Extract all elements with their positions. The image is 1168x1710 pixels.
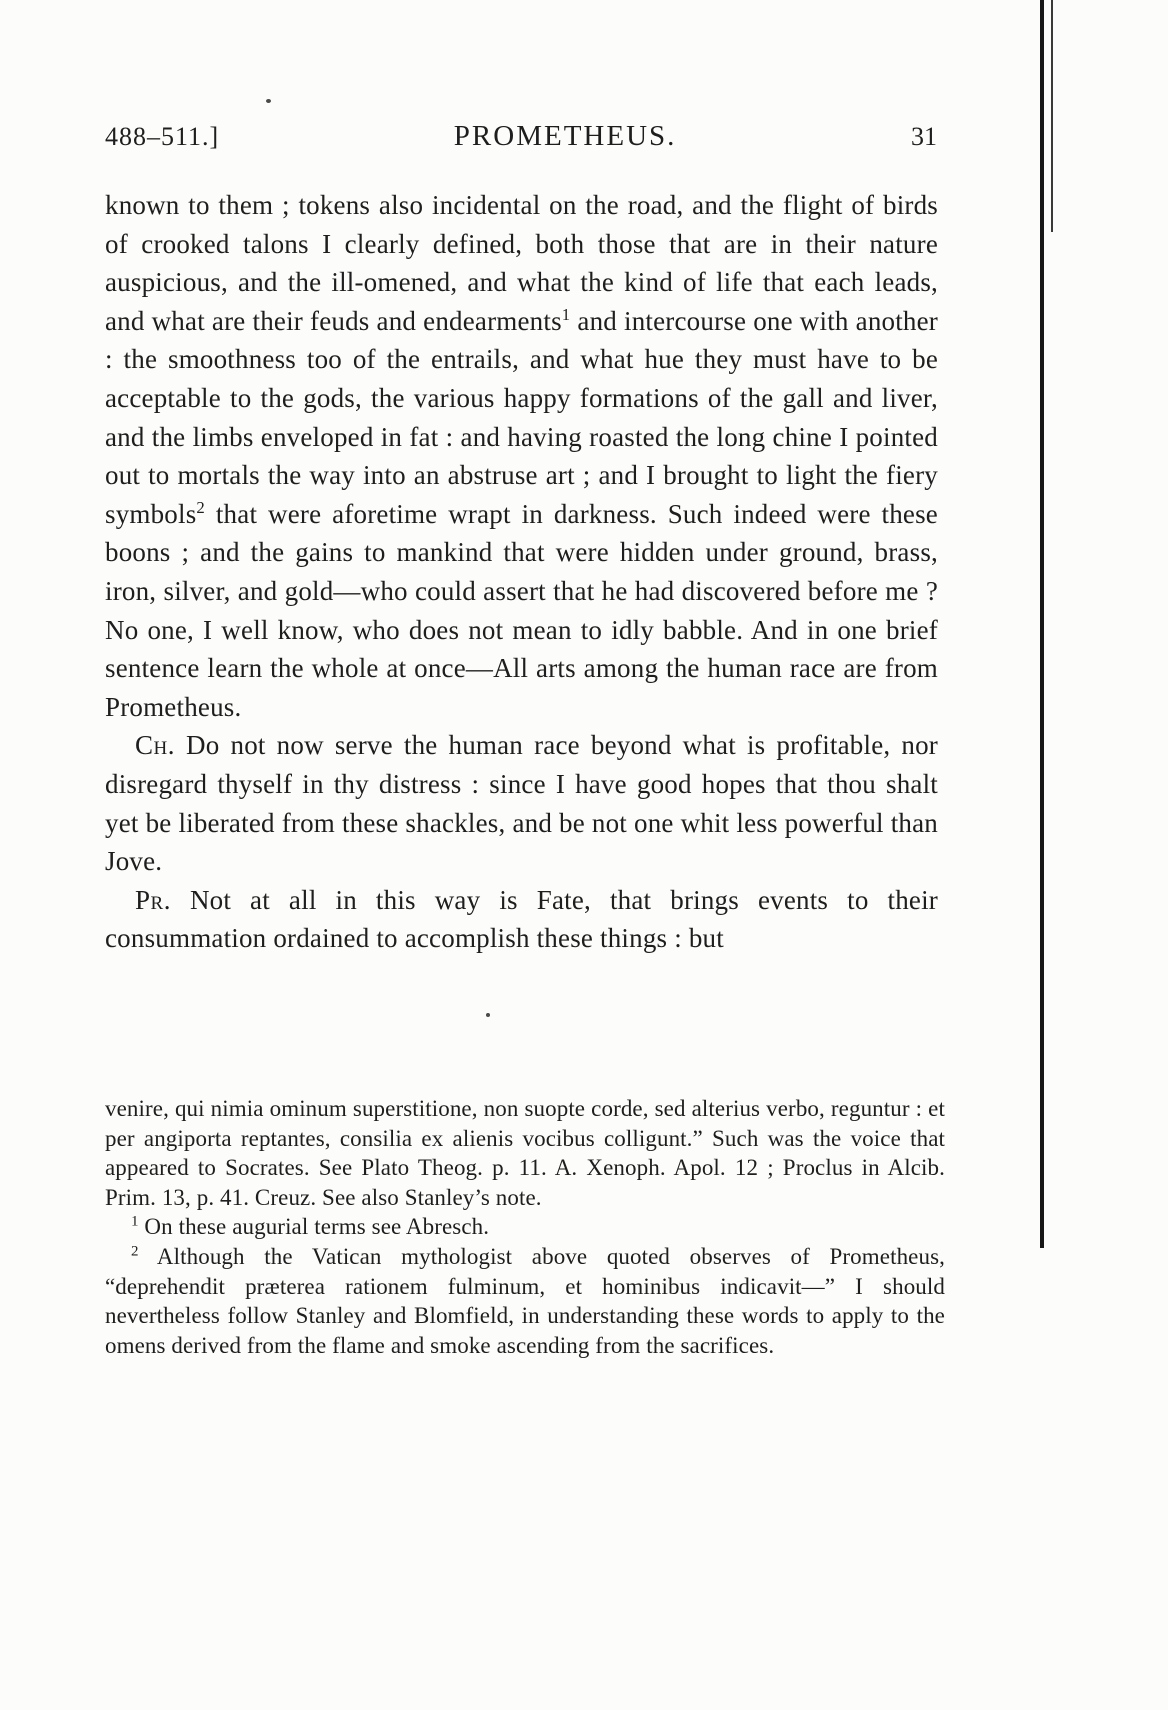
- footnote-marker-1: 1: [131, 1213, 139, 1230]
- footnote-ref-2: 2: [196, 497, 205, 517]
- paragraph-text: Do not now serve the human race beyond what is profitable, nor disregard thyself in thy distress : since I have good hopes that thou shalt yet be liberated from these shackles, and be not one whit less powerful than Jove.: [105, 730, 938, 877]
- page-header: [105, 120, 937, 153]
- footnote-text: venire, qui nimia ominum superstitione, non suopte corde, sed alterius verbo, reguntur : et per angiporta reptantes, consilia ex alienis vocibus colligunt.” Such was the voice that appeared to Socrates. See Plato Theog. p. 11. A. Xenoph. Apol. 12 ; Proclus in Alcib. Prim. 13, p. 41. Creuz. See also Stanley’s note.: [105, 1096, 945, 1210]
- paragraph-chorus-speech: [105, 726, 938, 880]
- header-line-range: 488–511.]: [105, 122, 220, 151]
- paragraph-text: Not at all in this way is Fate, that brings events to their consummation ordained to accomplish these things : but: [105, 884, 938, 954]
- paragraph-text: and intercourse one with another : the smoothness too of the entrails, and what hue they must have to be acceptable to the gods, the various happy formations of the gall and liver, and the limbs enveloped in fat : and having roasted the long chine I pointed out to mortals the way into an abstruse art ; and I brought to light the fiery symbols: [105, 305, 938, 529]
- speaker-label-chorus: Ch.: [135, 730, 175, 761]
- scan-artifact-secondary-line: [1051, 0, 1053, 232]
- paragraph-text: that were aforetime wrapt in darkness. Such indeed were these boons ; and the gains to mankind that were hidden under ground, brass, iron, silver, and gold—who could assert that he had discovered before me ? No one, I well know, who does not mean to idly babble. And in one brief sentence learn the whole at once—All arts among the human race are from Prometheus.: [105, 498, 938, 722]
- header-page-number: 31: [911, 122, 937, 151]
- speaker-label-prometheus: Pr.: [135, 884, 171, 915]
- paragraph-prometheus-reply: [105, 881, 938, 958]
- footnote-1: [105, 1212, 945, 1242]
- scan-speck: [266, 99, 271, 103]
- main-text-block: [105, 186, 938, 958]
- header-title: PROMETHEUS.: [453, 120, 677, 152]
- footnote-2: [105, 1242, 945, 1360]
- paragraph-prometheus-speech: [105, 186, 938, 726]
- footnote-text: Although the Vatican mythologist above quoted observes of Prometheus, “deprehendit præterea rationem fulminum, et hominibus indicavit—” I should nevertheless follow Stanley and Blomfield, in understanding these words to apply to the omens derived from the flame and smoke ascending from the sacrifices.: [105, 1243, 945, 1358]
- footnote-ref-1: 1: [561, 304, 571, 324]
- footnote-continuation: [105, 1094, 945, 1212]
- footnote-section: [105, 1094, 945, 1360]
- paragraph-text: known to them ; tokens also incidental on the road, and the flight of birds of crooked talons I clearly defined, both those that are in their nature auspicious, and the ill-omened, and what the kind of life that each leads, and what are their feuds and endearments: [105, 190, 938, 336]
- footnote-text: On these augurial terms see Abresch.: [138, 1214, 490, 1240]
- scan-artifact-binding-line: [1040, 0, 1044, 1248]
- footnote-marker-2: 2: [131, 1243, 139, 1260]
- scan-speck: [486, 1013, 490, 1017]
